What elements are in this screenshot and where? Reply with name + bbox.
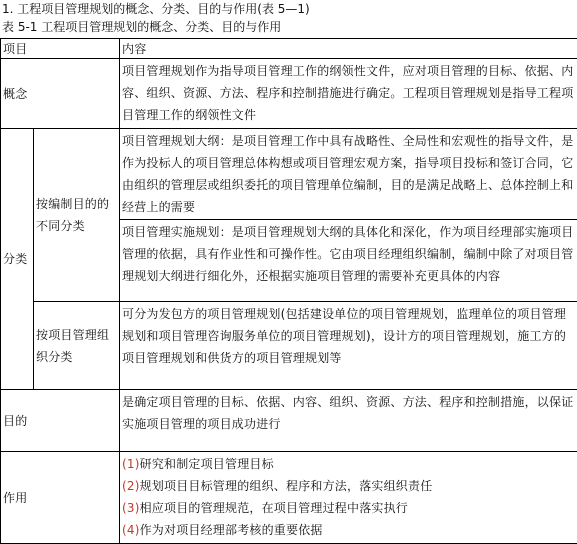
by-organization-label: 按项目管理组织分类 <box>34 302 120 390</box>
list-item: (1)研究和制定项目管理目标 <box>122 453 575 475</box>
purpose-label: 目的 <box>1 390 120 452</box>
concept-label: 概念 <box>1 59 120 129</box>
concept-row <box>1 59 577 129</box>
concept-text: 项目管理规划作为指导项目管理工作的纲领性文件，应对项目管理的目标、依据、内容、组织、资源、方法、程序和控制措施进行确定。工程项目管理规划是指导工程项目管理工作的纲领性文件 <box>120 59 577 129</box>
table-caption: 表 5-1 工程项目管理规划的概念、分类、目的与作用 <box>2 19 281 35</box>
function-label: 作用 <box>1 452 120 544</box>
list-item: (4)作为对项目经理部考核的重要依据 <box>122 519 575 541</box>
category-outline-row <box>1 129 577 220</box>
category-organization-row <box>1 302 577 390</box>
purpose-row <box>1 390 577 452</box>
function-list <box>120 452 577 544</box>
category-label: 分类 <box>1 129 34 390</box>
by-purpose-label: 按编制目的的不同分类 <box>34 129 120 302</box>
header-item: 项目 <box>1 39 120 59</box>
header-content: 内容 <box>120 39 577 59</box>
list-item: (3)相应项目的管理规范，在项目管理过程中落实执行 <box>122 497 575 519</box>
section-heading: 1. 工程项目管理规划的概念、分类、目的与作用(表 5—1) <box>2 0 310 18</box>
list-item: (2)规划项目目标管理的组织、程序和方法，落实组织责任 <box>122 475 575 497</box>
outline-text: 项目管理规划大纲：是项目管理工作中具有战略性、全局性和宏观性的指导文件，是作为投标人的项目管理总体构想或项目管理宏观方案，指导项目投标和签订合同，它由组织的管理层或组织委托的项目管理单位编制，目的是满足战略上、总体控制上和经营上的需要 <box>120 129 577 220</box>
function-row <box>1 452 577 544</box>
purpose-text: 是确定项目管理的目标、依据、内容、组织、资源、方法、程序和控制措施，以保证实施项目管理的项目成功进行 <box>120 390 577 452</box>
header-row <box>1 39 577 59</box>
organization-text: 可分为发包方的项目管理规划(包括建设单位的项目管理规划，监理单位的项目管理规划和项目管理咨询服务单位的项目管理规划)，设计方的项目管理规划，施工方的项目管理规划和供货方的项目管理规划等 <box>120 302 577 390</box>
implementation-text: 项目管理实施规划：是项目管理规划大纲的具体化和深化，作为项目经理部实施项目管理的依据，具有作业性和可操作性。它由项目经理组织编制，编制中除了对项目管理规划大纲进行细化外，还根据实施项目管理的需要补充更具体的内容 <box>120 220 577 302</box>
planning-table <box>0 38 577 544</box>
